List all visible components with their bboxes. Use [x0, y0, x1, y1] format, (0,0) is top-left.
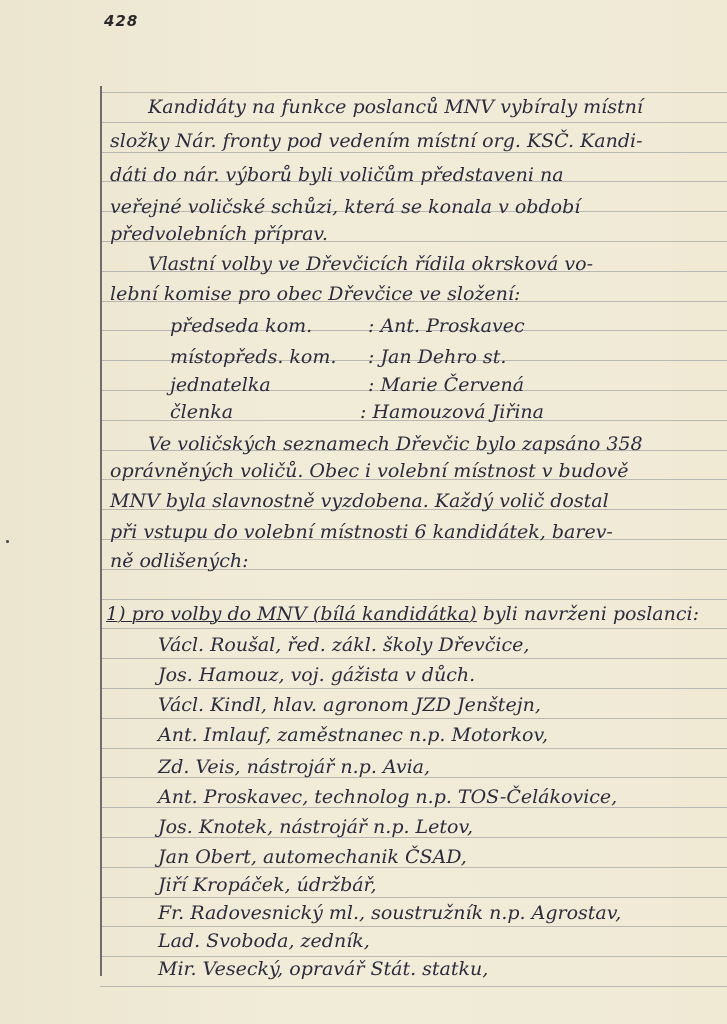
text-line: při vstupu do volební místnosti 6 kandidátek, barev- [110, 521, 613, 543]
candidate-line: Václ. Kindl, hlav. agronom JZD Jenštejn, [158, 694, 541, 716]
candidate-line: Jos. Hamouz, voj. gážista v důch. [158, 664, 476, 686]
candidate-line: Jos. Knotek, nástrojář n.p. Letov, [158, 816, 474, 838]
commission-role: místopředs. kom. [170, 346, 337, 368]
candidate-line: Ant. Proskavec, technolog n.p. TOS-Čelákovice, [158, 786, 618, 808]
commission-member: : Ant. Proskavec [368, 315, 525, 337]
text-line: lební komise pro obec Dřevčice ve složení: [110, 283, 521, 305]
ruled-line [100, 658, 727, 659]
paper-speck [6, 540, 9, 543]
candidate-line: Lad. Svoboda, zedník, [158, 930, 370, 952]
candidate-line: Ant. Imlauf, zaměstnanec n.p. Motorkov, [158, 724, 549, 746]
page-number: 428 [104, 12, 139, 30]
ruled-line [100, 92, 727, 93]
ruled-line [100, 986, 727, 987]
section-heading-underlined: 1) pro volby do MNV (bílá kandidátka) [106, 603, 477, 625]
commission-role: jednatelka [170, 374, 271, 396]
text-line: oprávněných voličů. Obec i volební místnost v budově [110, 460, 629, 482]
section-heading [106, 603, 699, 625]
ruled-line [100, 152, 727, 153]
commission-role: členka [170, 401, 234, 423]
commission-member: : Marie Červená [368, 374, 525, 396]
ruled-line [100, 956, 727, 957]
text-line: MNV byla slavnostně vyzdobena. Každý volič dostal [110, 490, 609, 512]
text-line: veřejné voličské schůzi, která se konala v období [110, 196, 581, 218]
text-line: ně odlišených: [110, 550, 249, 572]
candidate-line: Jiří Kropáček, údržbář, [158, 874, 377, 896]
ruled-line [100, 926, 727, 927]
candidate-line: Fr. Radovesnický ml., soustružník n.p. Agrostav, [158, 902, 622, 924]
commission-member: : Jan Dehro st. [368, 346, 507, 368]
text-line: Ve voličských seznamech Dřevčic bylo zapsáno 358 [148, 433, 643, 455]
ruled-line [100, 628, 727, 629]
text-line: dáti do nár. výborů byli voličům představeni na [110, 164, 564, 186]
text-line: Vlastní volby ve Dřevčicích řídila okrsková vo- [148, 253, 593, 275]
text-line: Kandidáty na funkce poslanců MNV vybíraly místní [148, 96, 643, 118]
ruled-line [100, 599, 727, 600]
section-heading-rest: byli navrženi poslanci: [476, 603, 699, 625]
candidate-line: Václ. Roušal, řed. zákl. školy Dřevčice, [158, 634, 530, 656]
ruled-line [100, 122, 727, 123]
margin-line [100, 86, 102, 976]
candidate-line: Zd. Veis, nástrojář n.p. Avia, [158, 756, 431, 778]
candidate-line: Mir. Vesecký, opravář Stát. statku, [158, 958, 489, 980]
text-line: předvolebních příprav. [110, 223, 328, 245]
candidate-line: Jan Obert, automechanik ČSAD, [158, 846, 467, 868]
ruled-line [100, 748, 727, 749]
ruled-line [100, 688, 727, 689]
text-line: složky Nár. fronty pod vedením místní org. KSČ. Kandi- [110, 130, 643, 152]
ruled-line [100, 897, 727, 898]
commission-role: předseda kom. [170, 315, 313, 337]
commission-member: : Hamouzová Jiřina [360, 401, 544, 423]
ruled-line [100, 718, 727, 719]
